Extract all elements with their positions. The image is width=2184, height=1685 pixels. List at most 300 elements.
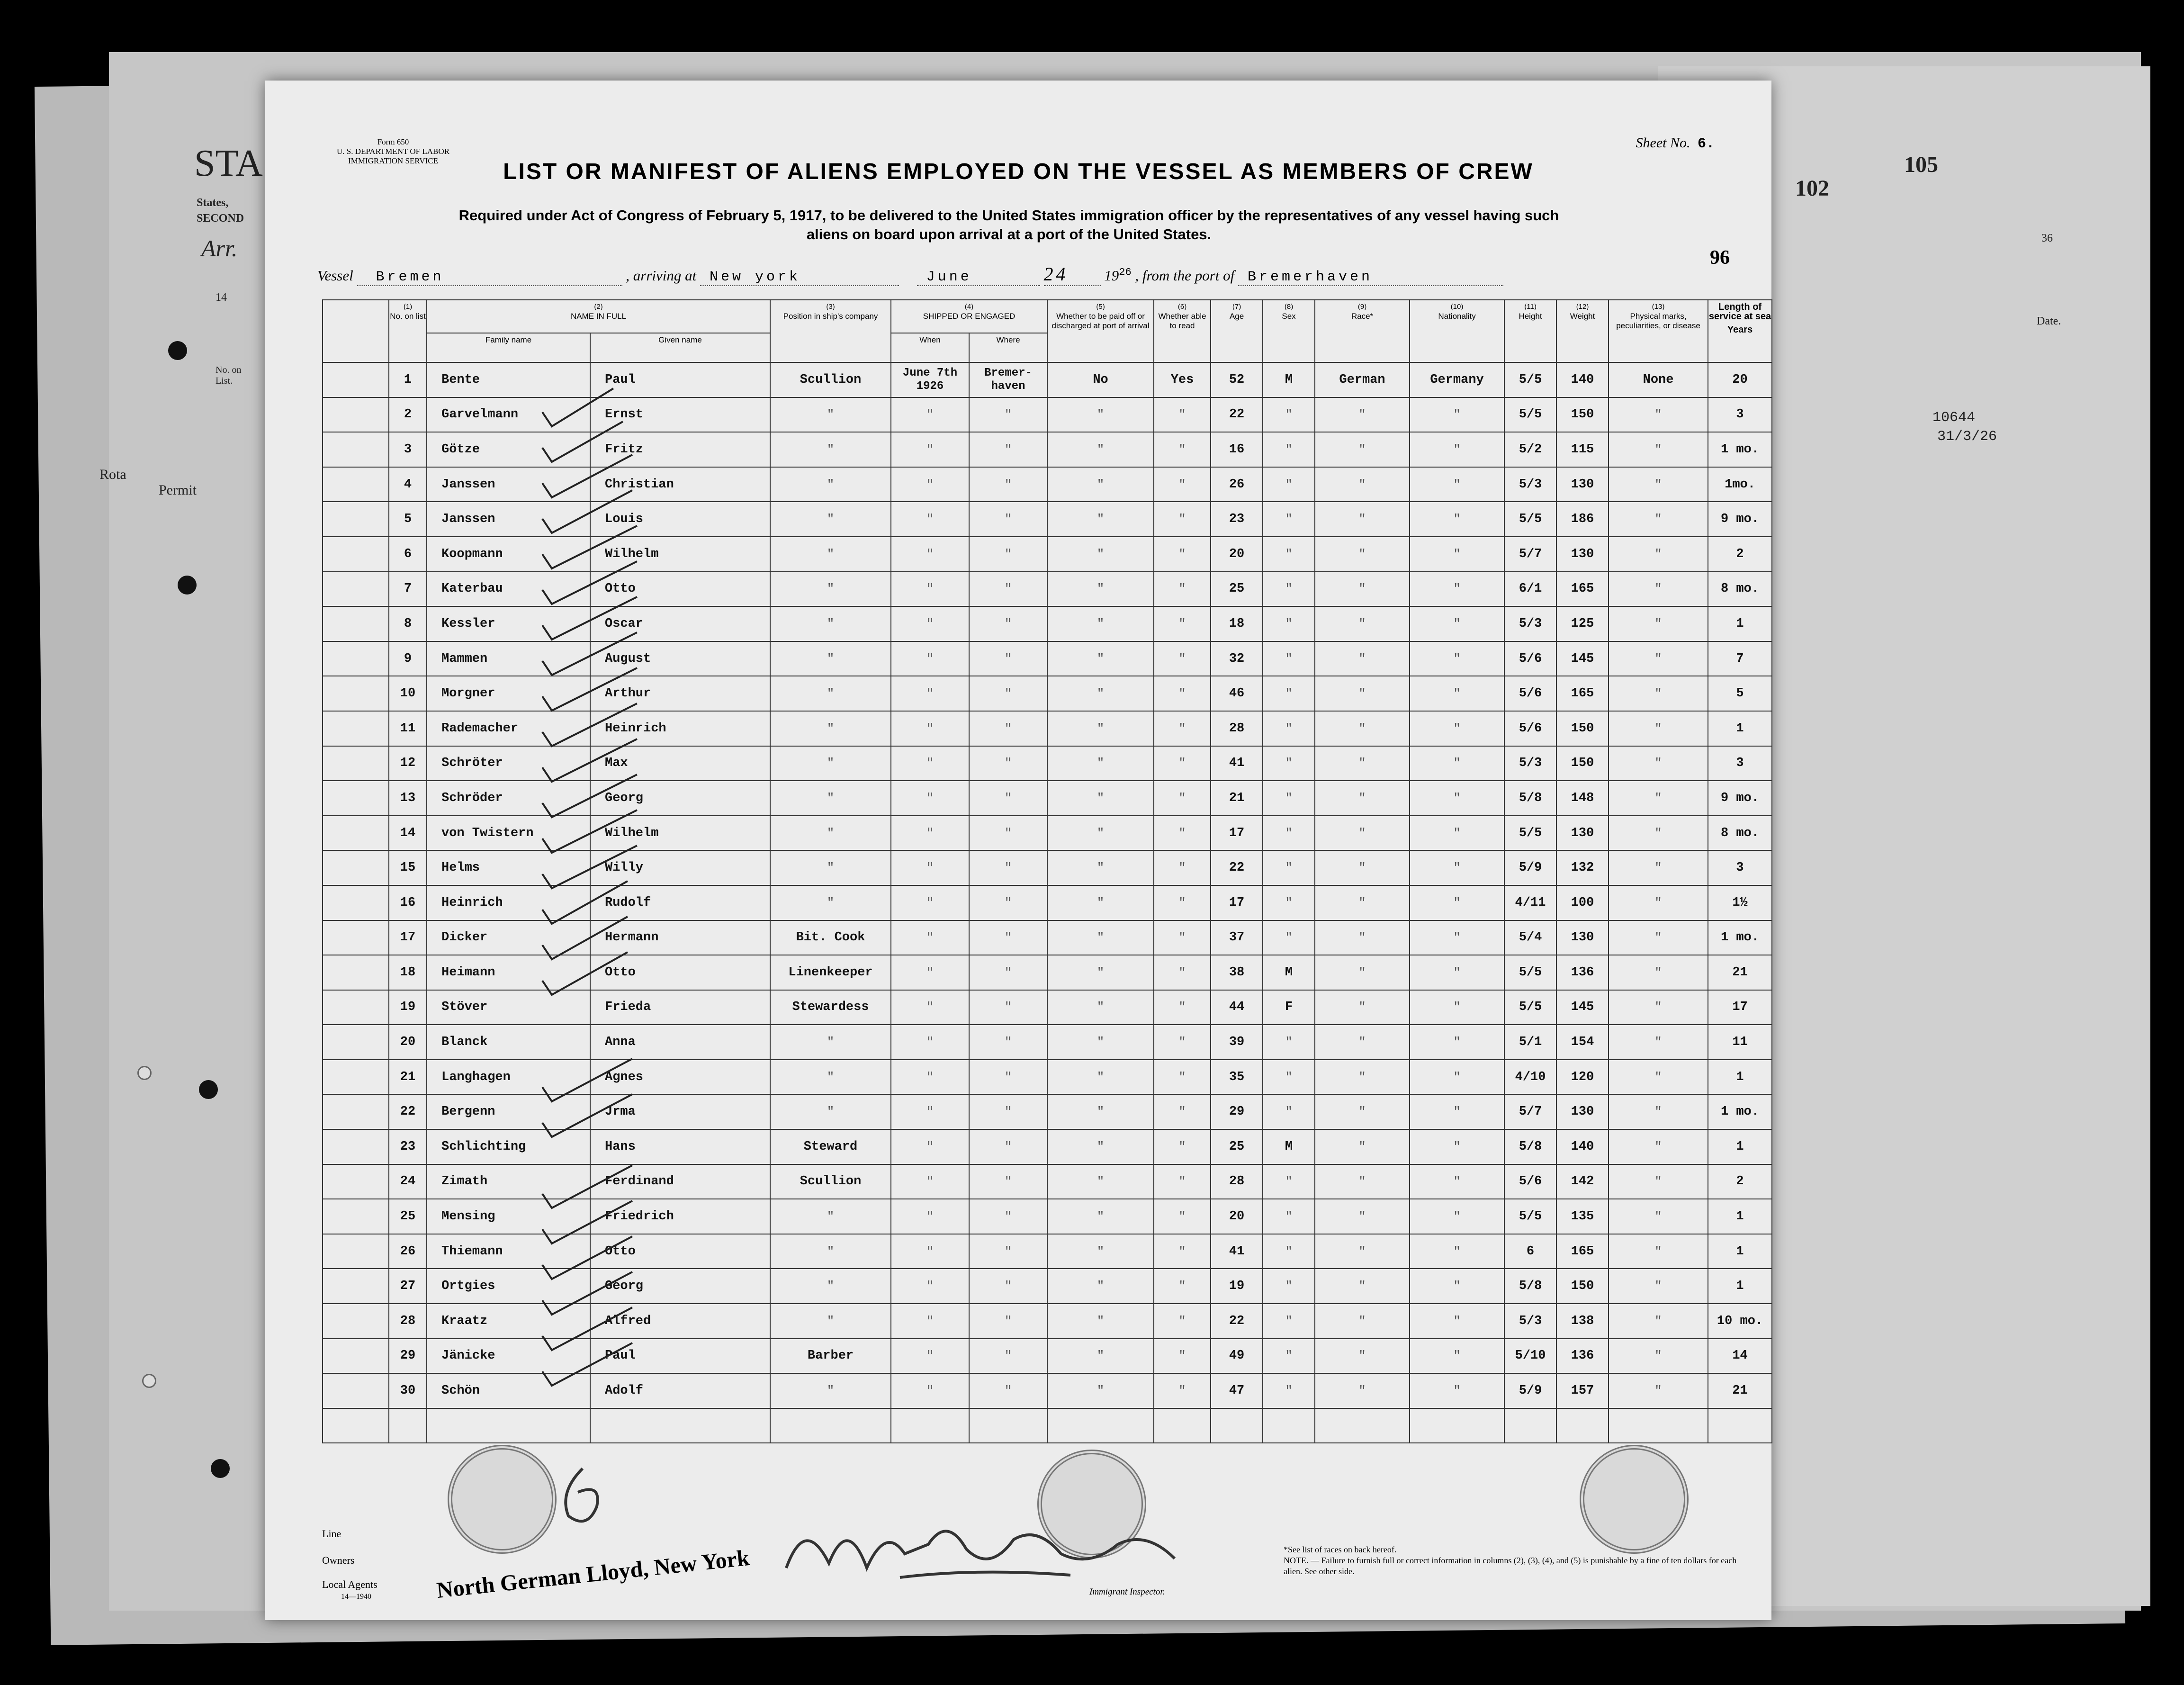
cell-age: 28 — [1211, 1164, 1263, 1199]
arrival-day: 24 — [1044, 263, 1101, 286]
cell-read: " — [1154, 397, 1211, 433]
cell-height: 5/5 — [1504, 1199, 1556, 1234]
cell-position: " — [770, 1234, 891, 1269]
cell-paid: " — [1047, 467, 1154, 502]
empty-cell — [1154, 1408, 1211, 1443]
cell-nat: " — [1410, 781, 1504, 816]
header-given-name: Given name — [590, 333, 770, 362]
cell-height: 4/10 — [1504, 1060, 1556, 1095]
cell-height: 5/8 — [1504, 1129, 1556, 1164]
cell-given: Arthur — [590, 676, 770, 711]
cell-when: " — [891, 850, 969, 885]
cell-paid: " — [1047, 1199, 1154, 1234]
cell-weight: 150 — [1556, 711, 1609, 746]
cell-race: " — [1315, 502, 1410, 537]
cell-family: Götze — [427, 432, 590, 467]
cell-age: 44 — [1211, 990, 1263, 1025]
cell-when: " — [891, 816, 969, 851]
cell-weight: 136 — [1556, 1339, 1609, 1374]
cell-weight: 135 — [1556, 1199, 1609, 1234]
empty-cell — [1211, 1408, 1263, 1443]
cell-family: Helms — [427, 850, 590, 885]
cell-race: " — [1315, 1129, 1410, 1164]
inspector-label: Immigrant Inspector. — [1089, 1587, 1165, 1597]
cell-age: 22 — [1211, 1304, 1263, 1339]
empty-cell — [1609, 1408, 1708, 1443]
cell-race: " — [1315, 955, 1410, 990]
row-margin — [323, 397, 389, 433]
cell-marks: " — [1609, 676, 1708, 711]
cell-weight: 138 — [1556, 1304, 1609, 1339]
cell-nat: " — [1410, 606, 1504, 641]
cell-service: 8 mo. — [1708, 816, 1772, 851]
cell-position: " — [770, 1373, 891, 1408]
service-name: IMMIGRATION SERVICE — [348, 156, 438, 165]
cell-service: 1 — [1708, 711, 1772, 746]
cell-height: 5/9 — [1504, 850, 1556, 885]
cell-given: Georg — [590, 781, 770, 816]
cell-no: 22 — [389, 1094, 427, 1129]
cell-nat: " — [1410, 432, 1504, 467]
cell-read: " — [1154, 1234, 1211, 1269]
cell-read: " — [1154, 537, 1211, 572]
cell-no: 9 — [389, 641, 427, 676]
cell-when: " — [891, 1025, 969, 1060]
cell-age: 17 — [1211, 885, 1263, 920]
cell-given: Wilhelm — [590, 816, 770, 851]
cell-height: 5/6 — [1504, 1164, 1556, 1199]
cell-no: 27 — [389, 1269, 427, 1304]
cell-family: Thiemann — [427, 1234, 590, 1269]
empty-cell — [1047, 1408, 1154, 1443]
cell-read: " — [1154, 676, 1211, 711]
from-label: , from the port of — [1135, 267, 1235, 284]
cell-position: " — [770, 885, 891, 920]
cell-where: " — [969, 955, 1047, 990]
row-margin — [323, 816, 389, 851]
cell-weight: 130 — [1556, 537, 1609, 572]
row-margin — [323, 920, 389, 955]
cell-marks: " — [1609, 1164, 1708, 1199]
cell-given: Heinrich — [590, 711, 770, 746]
cell-service: 1 mo. — [1708, 920, 1772, 955]
cell-position: " — [770, 606, 891, 641]
cell-position: Barber — [770, 1339, 891, 1374]
cell-height: 5/3 — [1504, 467, 1556, 502]
cell-when: " — [891, 572, 969, 607]
back-14: 14 — [216, 291, 227, 304]
line-label: Line — [322, 1528, 342, 1540]
cell-when: " — [891, 1339, 969, 1374]
cell-family: Mammen — [427, 641, 590, 676]
cell-race: German — [1315, 362, 1410, 397]
cell-given: Willy — [590, 850, 770, 885]
cell-paid: " — [1047, 397, 1154, 433]
cell-given: Frieda — [590, 990, 770, 1025]
punch-hole — [142, 1374, 156, 1388]
cell-no: 17 — [389, 920, 427, 955]
cell-position: " — [770, 641, 891, 676]
cell-race: " — [1315, 1269, 1410, 1304]
cell-nat: " — [1410, 537, 1504, 572]
header-nationality: (10) Nationality — [1410, 300, 1504, 362]
sheet-number — [1636, 135, 1715, 152]
cell-marks: " — [1609, 1269, 1708, 1304]
cell-family: Dicker — [427, 920, 590, 955]
cell-read: " — [1154, 990, 1211, 1025]
back-stamp-number: 10644 — [1932, 410, 1976, 426]
cell-where: " — [969, 1025, 1047, 1060]
cell-race: " — [1315, 850, 1410, 885]
cell-nat: Germany — [1410, 362, 1504, 397]
cell-family: Schröder — [427, 781, 590, 816]
back-rota: Rota — [99, 467, 126, 482]
cell-position: " — [770, 1269, 891, 1304]
cell-family: Zimath — [427, 1164, 590, 1199]
cell-family: Stöver — [427, 990, 590, 1025]
cell-marks: " — [1609, 1234, 1708, 1269]
cell-age: 17 — [1211, 816, 1263, 851]
cell-height: 5/8 — [1504, 781, 1556, 816]
header-height: (11) Height — [1504, 300, 1556, 362]
cell-sex: " — [1263, 537, 1315, 572]
cell-weight: 136 — [1556, 955, 1609, 990]
cell-weight: 130 — [1556, 1094, 1609, 1129]
cell-where: " — [969, 432, 1047, 467]
cell-position: " — [770, 1304, 891, 1339]
cell-race: " — [1315, 1304, 1410, 1339]
cell-read: " — [1154, 1304, 1211, 1339]
cell-marks: None — [1609, 362, 1708, 397]
cell-marks: " — [1609, 850, 1708, 885]
cell-marks: " — [1609, 1025, 1708, 1060]
cell-position: " — [770, 711, 891, 746]
cell-age: 19 — [1211, 1269, 1263, 1304]
cell-service: 8 mo. — [1708, 572, 1772, 607]
cell-where: " — [969, 1094, 1047, 1129]
row-margin — [323, 362, 389, 397]
cell-when: " — [891, 1199, 969, 1234]
cell-family: Bente — [427, 362, 590, 397]
sheet-mark: 96 — [1710, 247, 1730, 269]
cell-sex: " — [1263, 1164, 1315, 1199]
cell-read: " — [1154, 1199, 1211, 1234]
cell-marks: " — [1609, 746, 1708, 781]
cell-when: " — [891, 1060, 969, 1095]
back-105: 105 — [1904, 152, 1938, 177]
cell-where: " — [969, 850, 1047, 885]
cell-family: von Twistern — [427, 816, 590, 851]
cell-age: 23 — [1211, 502, 1263, 537]
cell-race: " — [1315, 920, 1410, 955]
cell-marks: " — [1609, 1094, 1708, 1129]
cell-nat: " — [1410, 920, 1504, 955]
cell-paid: " — [1047, 990, 1154, 1025]
cell-position: Scullion — [770, 1164, 891, 1199]
cell-read: " — [1154, 1060, 1211, 1095]
header-paid-off: (5) Whether to be paid off or discharged at port of arrival — [1047, 300, 1154, 362]
cell-when: " — [891, 990, 969, 1025]
cell-race: " — [1315, 1339, 1410, 1374]
cell-weight: 130 — [1556, 467, 1609, 502]
row-margin — [323, 641, 389, 676]
cell-weight: 165 — [1556, 1234, 1609, 1269]
cell-service: 14 — [1708, 1339, 1772, 1374]
cell-paid: " — [1047, 746, 1154, 781]
cell-height: 6/1 — [1504, 572, 1556, 607]
cell-height: 6 — [1504, 1234, 1556, 1269]
cell-service: 3 — [1708, 850, 1772, 885]
handwritten-mark — [549, 1464, 616, 1530]
cell-family: Blanck — [427, 1025, 590, 1060]
cell-no: 10 — [389, 676, 427, 711]
cell-position: " — [770, 537, 891, 572]
row-margin — [323, 1094, 389, 1129]
cell-nat: " — [1410, 1339, 1504, 1374]
cell-position: " — [770, 1199, 891, 1234]
cell-given: Agnes — [590, 1060, 770, 1095]
row-margin — [323, 1060, 389, 1095]
cell-nat: " — [1410, 1373, 1504, 1408]
cell-sex: " — [1263, 1304, 1315, 1339]
cell-when: " — [891, 885, 969, 920]
cell-marks: " — [1609, 885, 1708, 920]
cell-weight: 154 — [1556, 1025, 1609, 1060]
cell-height: 5/3 — [1504, 746, 1556, 781]
cell-where: " — [969, 467, 1047, 502]
cell-no: 19 — [389, 990, 427, 1025]
page-subtitle — [322, 206, 1696, 244]
cell-read: " — [1154, 1339, 1211, 1374]
cell-weight: 150 — [1556, 1269, 1609, 1304]
cell-age: 49 — [1211, 1339, 1263, 1374]
cell-nat: " — [1410, 467, 1504, 502]
cell-paid: " — [1047, 781, 1154, 816]
punch-hole — [178, 576, 197, 595]
cell-marks: " — [1609, 537, 1708, 572]
cell-height: 4/11 — [1504, 885, 1556, 920]
cell-sex: " — [1263, 641, 1315, 676]
cell-given: Fritz — [590, 432, 770, 467]
cell-service: 1 — [1708, 1199, 1772, 1234]
cell-given: Christian — [590, 467, 770, 502]
cell-position: " — [770, 1060, 891, 1095]
cell-race: " — [1315, 816, 1410, 851]
cell-paid: " — [1047, 1269, 1154, 1304]
cell-paid: " — [1047, 572, 1154, 607]
cell-weight: 140 — [1556, 362, 1609, 397]
cell-marks: " — [1609, 990, 1708, 1025]
cell-weight: 165 — [1556, 676, 1609, 711]
cell-no: 28 — [389, 1304, 427, 1339]
cell-paid: " — [1047, 1373, 1154, 1408]
cell-given: Paul — [590, 362, 770, 397]
cell-when: " — [891, 1129, 969, 1164]
row-margin — [323, 885, 389, 920]
back-second: SECOND — [197, 212, 244, 225]
cell-where: " — [969, 1164, 1047, 1199]
back-no-on-list: No. on List. — [216, 365, 242, 386]
cell-read: " — [1154, 467, 1211, 502]
cell-no: 13 — [389, 781, 427, 816]
cell-read: " — [1154, 1129, 1211, 1164]
cell-family: Katerbau — [427, 572, 590, 607]
department: U. S. DEPARTMENT OF LABOR — [337, 147, 449, 156]
cell-sex: " — [1263, 1199, 1315, 1234]
cell-marks: " — [1609, 432, 1708, 467]
cell-race: " — [1315, 1234, 1410, 1269]
cell-height: 5/2 — [1504, 432, 1556, 467]
cell-sex: " — [1263, 1060, 1315, 1095]
cell-where: " — [969, 1269, 1047, 1304]
cell-family: Heimann — [427, 955, 590, 990]
cell-nat: " — [1410, 572, 1504, 607]
cell-where: " — [969, 1199, 1047, 1234]
row-margin — [323, 850, 389, 885]
cell-family: Garvelmann — [427, 397, 590, 433]
cell-marks: " — [1609, 606, 1708, 641]
cell-nat: " — [1410, 711, 1504, 746]
cell-where: " — [969, 1060, 1047, 1095]
cell-age: 29 — [1211, 1094, 1263, 1129]
cell-read: " — [1154, 572, 1211, 607]
cell-sex: " — [1263, 885, 1315, 920]
cell-family: Koopmann — [427, 537, 590, 572]
cell-read: " — [1154, 1094, 1211, 1129]
cell-weight: 145 — [1556, 641, 1609, 676]
cell-position: Scullion — [770, 362, 891, 397]
cell-given: Georg — [590, 1269, 770, 1304]
cell-read: " — [1154, 606, 1211, 641]
cell-height: 5/5 — [1504, 816, 1556, 851]
cell-paid: " — [1047, 1094, 1154, 1129]
back-date: Date. — [2037, 315, 2061, 327]
back-states: States, — [197, 197, 229, 209]
header-able-to-read: (6) Whether able to read — [1154, 300, 1211, 362]
cell-read: " — [1154, 1025, 1211, 1060]
cell-age: 41 — [1211, 746, 1263, 781]
row-margin — [323, 1164, 389, 1199]
cell-where: " — [969, 641, 1047, 676]
cell-height: 5/7 — [1504, 1094, 1556, 1129]
cell-no: 30 — [389, 1373, 427, 1408]
cell-no: 3 — [389, 432, 427, 467]
cell-service: 2 — [1708, 1164, 1772, 1199]
cell-when: " — [891, 1269, 969, 1304]
empty-cell — [389, 1408, 427, 1443]
cell-marks: " — [1609, 502, 1708, 537]
cell-family: Janssen — [427, 467, 590, 502]
cell-marks: " — [1609, 641, 1708, 676]
cell-family: Janssen — [427, 502, 590, 537]
row-margin — [323, 711, 389, 746]
cell-when: " — [891, 746, 969, 781]
cell-marks: " — [1609, 955, 1708, 990]
cell-where: " — [969, 711, 1047, 746]
cell-given: Ferdinand — [590, 1164, 770, 1199]
cell-position: " — [770, 1094, 891, 1129]
cell-age: 18 — [1211, 606, 1263, 641]
cell-age: 41 — [1211, 1234, 1263, 1269]
cell-weight: 130 — [1556, 920, 1609, 955]
cell-no: 23 — [389, 1129, 427, 1164]
official-seal — [1580, 1445, 1689, 1554]
cell-height: 5/5 — [1504, 502, 1556, 537]
cell-where: Bremer-haven — [969, 362, 1047, 397]
cell-paid: " — [1047, 1129, 1154, 1164]
owners-label: Owners — [322, 1554, 355, 1566]
cell-age: 25 — [1211, 1129, 1263, 1164]
cell-given: Jrma — [590, 1094, 770, 1129]
year-prefix: 19 — [1104, 267, 1119, 284]
cell-sex: " — [1263, 676, 1315, 711]
cell-position: " — [770, 676, 891, 711]
cell-race: " — [1315, 1199, 1410, 1234]
cell-paid: " — [1047, 1164, 1154, 1199]
cell-race: " — [1315, 990, 1410, 1025]
cell-nat: " — [1410, 1304, 1504, 1339]
cell-no: 20 — [389, 1025, 427, 1060]
arrival-port: New york — [700, 269, 899, 286]
cell-paid: " — [1047, 850, 1154, 885]
cell-position: " — [770, 572, 891, 607]
cell-when: " — [891, 676, 969, 711]
cell-race: " — [1315, 676, 1410, 711]
cell-marks: " — [1609, 1304, 1708, 1339]
cell-no: 6 — [389, 537, 427, 572]
cell-where: " — [969, 676, 1047, 711]
cell-age: 35 — [1211, 1060, 1263, 1095]
header-no-on-list: (1) No. on list — [389, 300, 427, 362]
cell-family: Heinrich — [427, 885, 590, 920]
cell-height: 5/5 — [1504, 955, 1556, 990]
cell-no: 2 — [389, 397, 427, 433]
cell-no: 12 — [389, 746, 427, 781]
cell-weight: 150 — [1556, 746, 1609, 781]
cell-read: " — [1154, 955, 1211, 990]
checkmark-column — [533, 384, 656, 1450]
cell-given: Otto — [590, 955, 770, 990]
cell-paid: " — [1047, 1060, 1154, 1095]
cell-service: 1½ — [1708, 885, 1772, 920]
header-name-in-full: (2) NAME IN FULL — [427, 300, 770, 333]
cell-sex: " — [1263, 781, 1315, 816]
cell-age: 25 — [1211, 572, 1263, 607]
cell-paid: " — [1047, 432, 1154, 467]
cell-read: " — [1154, 1164, 1211, 1199]
cell-height: 5/5 — [1504, 397, 1556, 433]
cell-sex: M — [1263, 362, 1315, 397]
cell-marks: " — [1609, 1199, 1708, 1234]
cell-position: " — [770, 850, 891, 885]
empty-cell — [1708, 1408, 1772, 1443]
cell-weight: 125 — [1556, 606, 1609, 641]
cell-race: " — [1315, 746, 1410, 781]
cell-no: 24 — [389, 1164, 427, 1199]
official-seal — [448, 1445, 557, 1554]
back-stamp-date: 31/3/26 — [1937, 429, 1997, 445]
row-margin — [323, 1269, 389, 1304]
cell-where: " — [969, 990, 1047, 1025]
cell-when: June 7th 1926 — [891, 362, 969, 397]
cell-service: 1mo. — [1708, 467, 1772, 502]
cell-sex: " — [1263, 606, 1315, 641]
cell-no: 25 — [389, 1199, 427, 1234]
cell-position: " — [770, 781, 891, 816]
cell-family: Jänicke — [427, 1339, 590, 1374]
cell-paid: " — [1047, 606, 1154, 641]
cell-where: " — [969, 1129, 1047, 1164]
